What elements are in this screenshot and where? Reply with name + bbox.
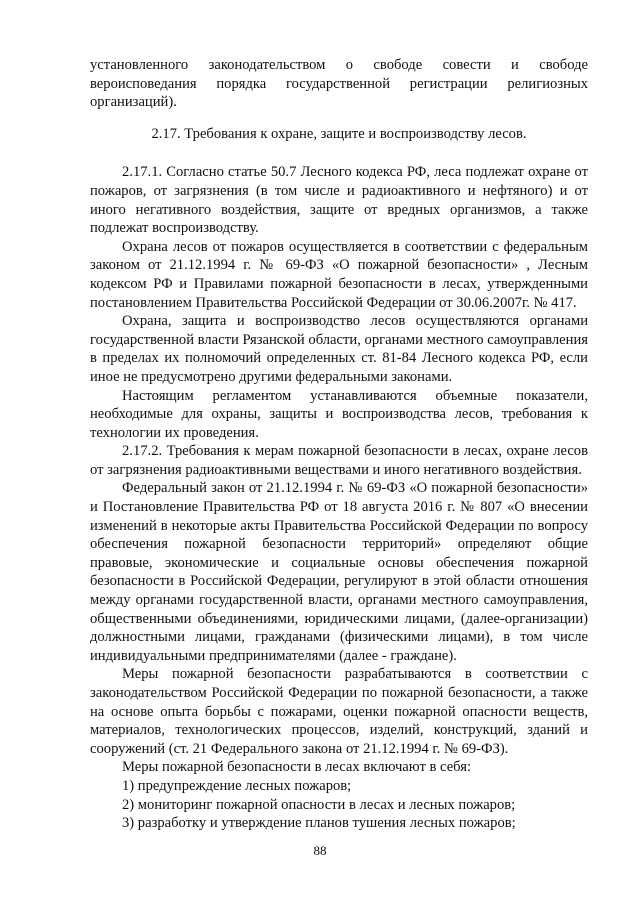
paragraph-federal-law: Федеральный закон от 21.12.1994 г. № 69-ФЗ «О пожарной безопасности» и Постановление Правительства РФ от 18 августа 2016 г. № 807 «О внесении изменений в некоторые акты Правительства Российской Федерации по вопросу обеспечения пожарной безопасности территорий» определяют общие правовые, экономические и социальные основы обеспечения пожарной безопасности в Российской Федерации, регулируют в этой области отношения между органами государственной власти, органами местного самоуправления, общественными объединениями, юридическими лицами, (далее-организации) должностными лицами, гражданами (физическими лицами), в том числе индивидуальными предпринимателями (далее - граждане). xyxy=(90,480,588,664)
paragraph-regulation: Настоящим регламентом устанавливаются объемные показатели, необходимые для охраны, защиты и воспроизводства лесов, требования к технологии их проведения. xyxy=(90,387,588,441)
paragraph-2-17-1: 2.17.1. Согласно статье 50.7 Лесного кодекса РФ, леса подлежат охране от пожаров, от загрязнения (в том числе и радиоактивного и нефтяного) и от иного негативного воздействия, защите от вредных организмов, а также подлежат воспроизводству. xyxy=(90,164,588,237)
paragraph-fire-measures: Меры пожарной безопасности разрабатываются в соответствии с законодательством Российской Федерации по пожарной безопасности, а также на основе опыта борьбы с пожарами, оценки пожарной опасности веществ, материалов, технологических процессов, изделий, конструкций, зданий и сооружений (ст. 21 Федерального закона от 21.12.1994 г. № 69-ФЗ). xyxy=(90,666,588,757)
section-heading: 2.17. Требования к охране, защите и воспроизводству лесов. xyxy=(151,125,527,142)
paragraph-authorities: Охрана, защита и воспроизводство лесов осуществляются органами государственной власти Рязанской области, органами местного самоуправления в пределах их полномочий определенных ст. 81-84 Лесного кодекса РФ, если иное не предусмотрено другими федеральными законами. xyxy=(90,313,588,385)
paragraph-2-17-2: 2.17.2. Требования к мерам пожарной безопасности в лесах, охране лесов от загрязнения радиоактивными веществами и иного негативного воздействия. xyxy=(90,443,588,478)
list-item: 2) мониторинг пожарной опасности в лесах и лесных пожаров; xyxy=(122,796,516,813)
list-item: 1) предупреждение лесных пожаров; xyxy=(122,777,352,794)
paragraph-fire-protection: Охрана лесов от пожаров осуществляется в соответствии с федеральным законом от 21.12.1994 г. № 69-ФЗ «О пожарной безопасности» , Лесным кодексом РФ и Правилами пожарной безопасности в лесах, утвержденными постановлением Правительства Российской Федерации от 30.06.2007г. № 417. xyxy=(90,238,588,311)
document-page xyxy=(90,56,588,833)
intro-paragraph: установленного законодательством о свободе совести и свободе вероисповедания порядка государственной регистрации религиозных организаций). xyxy=(90,57,588,111)
list-item: 3) разработку и утверждение планов тушения лесных пожаров; xyxy=(122,815,516,832)
page-number: 88 xyxy=(313,843,327,858)
paragraph-measures-include: Меры пожарной безопасности в лесах включают в себя: xyxy=(122,759,471,776)
